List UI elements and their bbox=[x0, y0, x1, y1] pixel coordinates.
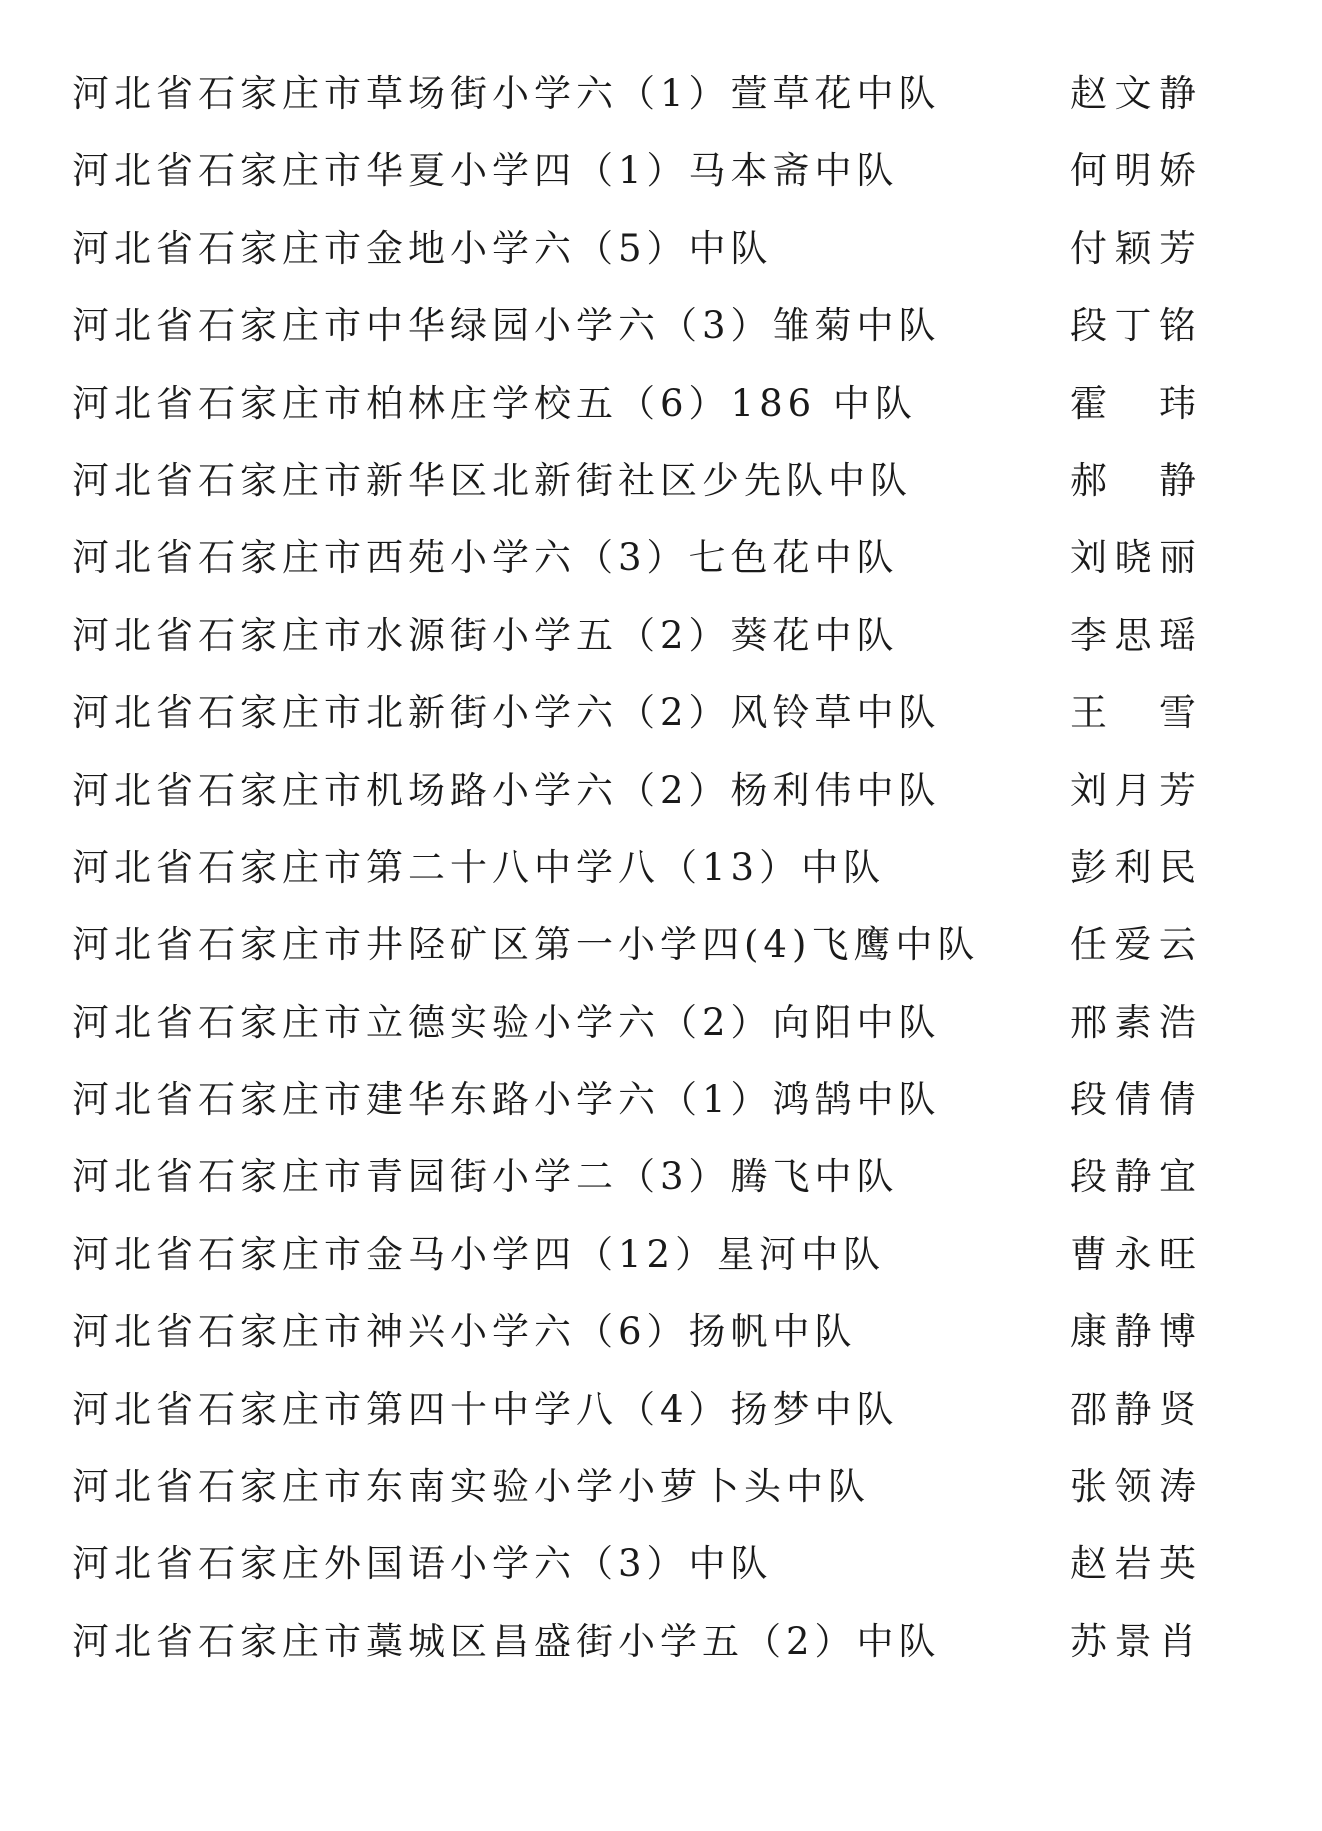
person-name: 赵文静 bbox=[1070, 72, 1196, 115]
person-name: 段静宜 bbox=[1070, 1155, 1196, 1199]
person-name: 王 雪 bbox=[1070, 691, 1196, 735]
person-name: 曹永旺 bbox=[1070, 1232, 1196, 1276]
unit-name: 河北省石家庄市立德实验小学六（2）向阳中队 bbox=[72, 1000, 941, 1044]
list-item bbox=[72, 225, 1202, 302]
unit-name: 河北省石家庄市北新街小学六（2）风铃草中队 bbox=[72, 691, 941, 735]
unit-name: 河北省石家庄市东南实验小学小萝卜头中队 bbox=[72, 1465, 870, 1509]
list-item bbox=[72, 689, 1202, 766]
person-name: 李思瑶 bbox=[1070, 613, 1196, 657]
person-name: 刘月芳 bbox=[1070, 768, 1196, 812]
list-item bbox=[72, 1463, 1202, 1540]
person-name: 何明娇 bbox=[1070, 149, 1196, 193]
unit-name: 河北省石家庄市柏林庄学校五（6）186 中队 bbox=[72, 381, 917, 425]
unit-name: 河北省石家庄市神兴小学六（6）扬帆中队 bbox=[72, 1310, 857, 1354]
list-item bbox=[72, 767, 1202, 844]
unit-name: 河北省石家庄市水源街小学五（2）葵花中队 bbox=[72, 613, 899, 657]
unit-name: 河北省石家庄市建华东路小学六（1）鸿鹄中队 bbox=[72, 1078, 941, 1122]
person-name: 彭利民 bbox=[1070, 845, 1196, 889]
person-name: 赵岩英 bbox=[1070, 1542, 1196, 1586]
honor-list bbox=[72, 70, 1202, 1695]
person-name: 段丁铭 bbox=[1070, 304, 1196, 348]
unit-name: 河北省石家庄市金地小学六（5）中队 bbox=[72, 226, 773, 270]
unit-name: 河北省石家庄市第二十八中学八（13）中队 bbox=[72, 845, 886, 889]
unit-name: 河北省石家庄市机场路小学六（2）杨利伟中队 bbox=[72, 768, 941, 812]
unit-name: 河北省石家庄市第四十中学八（4）扬梦中队 bbox=[72, 1387, 899, 1431]
person-name: 邢素浩 bbox=[1070, 1000, 1196, 1044]
unit-name: 河北省石家庄市金马小学四（12）星河中队 bbox=[72, 1232, 886, 1276]
list-item bbox=[72, 1386, 1202, 1463]
list-item bbox=[72, 1076, 1202, 1153]
list-item bbox=[72, 457, 1202, 534]
list-item bbox=[72, 302, 1202, 379]
list-item bbox=[72, 380, 1202, 457]
list-item bbox=[72, 1153, 1202, 1230]
person-name: 张领涛 bbox=[1070, 1465, 1196, 1509]
person-name: 苏景肖 bbox=[1070, 1619, 1196, 1663]
list-item bbox=[72, 1540, 1202, 1617]
list-item bbox=[72, 534, 1202, 611]
unit-name: 河北省石家庄市井陉矿区第一小学四(4)飞鹰中队 bbox=[72, 923, 980, 967]
unit-name: 河北省石家庄市华夏小学四（1）马本斋中队 bbox=[72, 149, 899, 193]
person-name: 邵静贤 bbox=[1070, 1387, 1196, 1431]
person-name: 刘晓丽 bbox=[1070, 536, 1196, 580]
person-name: 任爱云 bbox=[1070, 923, 1196, 967]
person-name: 段倩倩 bbox=[1070, 1078, 1196, 1122]
unit-name: 河北省石家庄市藁城区昌盛街小学五（2）中队 bbox=[72, 1619, 941, 1663]
person-name: 康静博 bbox=[1070, 1310, 1196, 1354]
unit-name: 河北省石家庄市中华绿园小学六（3）雏菊中队 bbox=[72, 304, 941, 348]
unit-name: 河北省石家庄市新华区北新街社区少先队中队 bbox=[72, 458, 912, 502]
list-item bbox=[72, 612, 1202, 689]
person-name: 霍 玮 bbox=[1070, 381, 1196, 425]
unit-name: 河北省石家庄市青园街小学二（3）腾飞中队 bbox=[72, 1155, 899, 1199]
person-name: 付颖芳 bbox=[1070, 226, 1196, 270]
list-item bbox=[72, 70, 1202, 147]
list-item bbox=[72, 1231, 1202, 1308]
list-item bbox=[72, 921, 1202, 998]
unit-name: 河北省石家庄市草场街小学六（1）萱草花中队 bbox=[72, 72, 941, 115]
unit-name: 河北省石家庄市西苑小学六（3）七色花中队 bbox=[72, 536, 899, 580]
unit-name: 河北省石家庄外国语小学六（3）中队 bbox=[72, 1542, 773, 1586]
list-item bbox=[72, 147, 1202, 224]
person-name: 郝 静 bbox=[1070, 458, 1196, 502]
list-item bbox=[72, 1308, 1202, 1385]
list-item bbox=[72, 999, 1202, 1076]
list-item bbox=[72, 844, 1202, 921]
list-item bbox=[72, 1618, 1202, 1695]
